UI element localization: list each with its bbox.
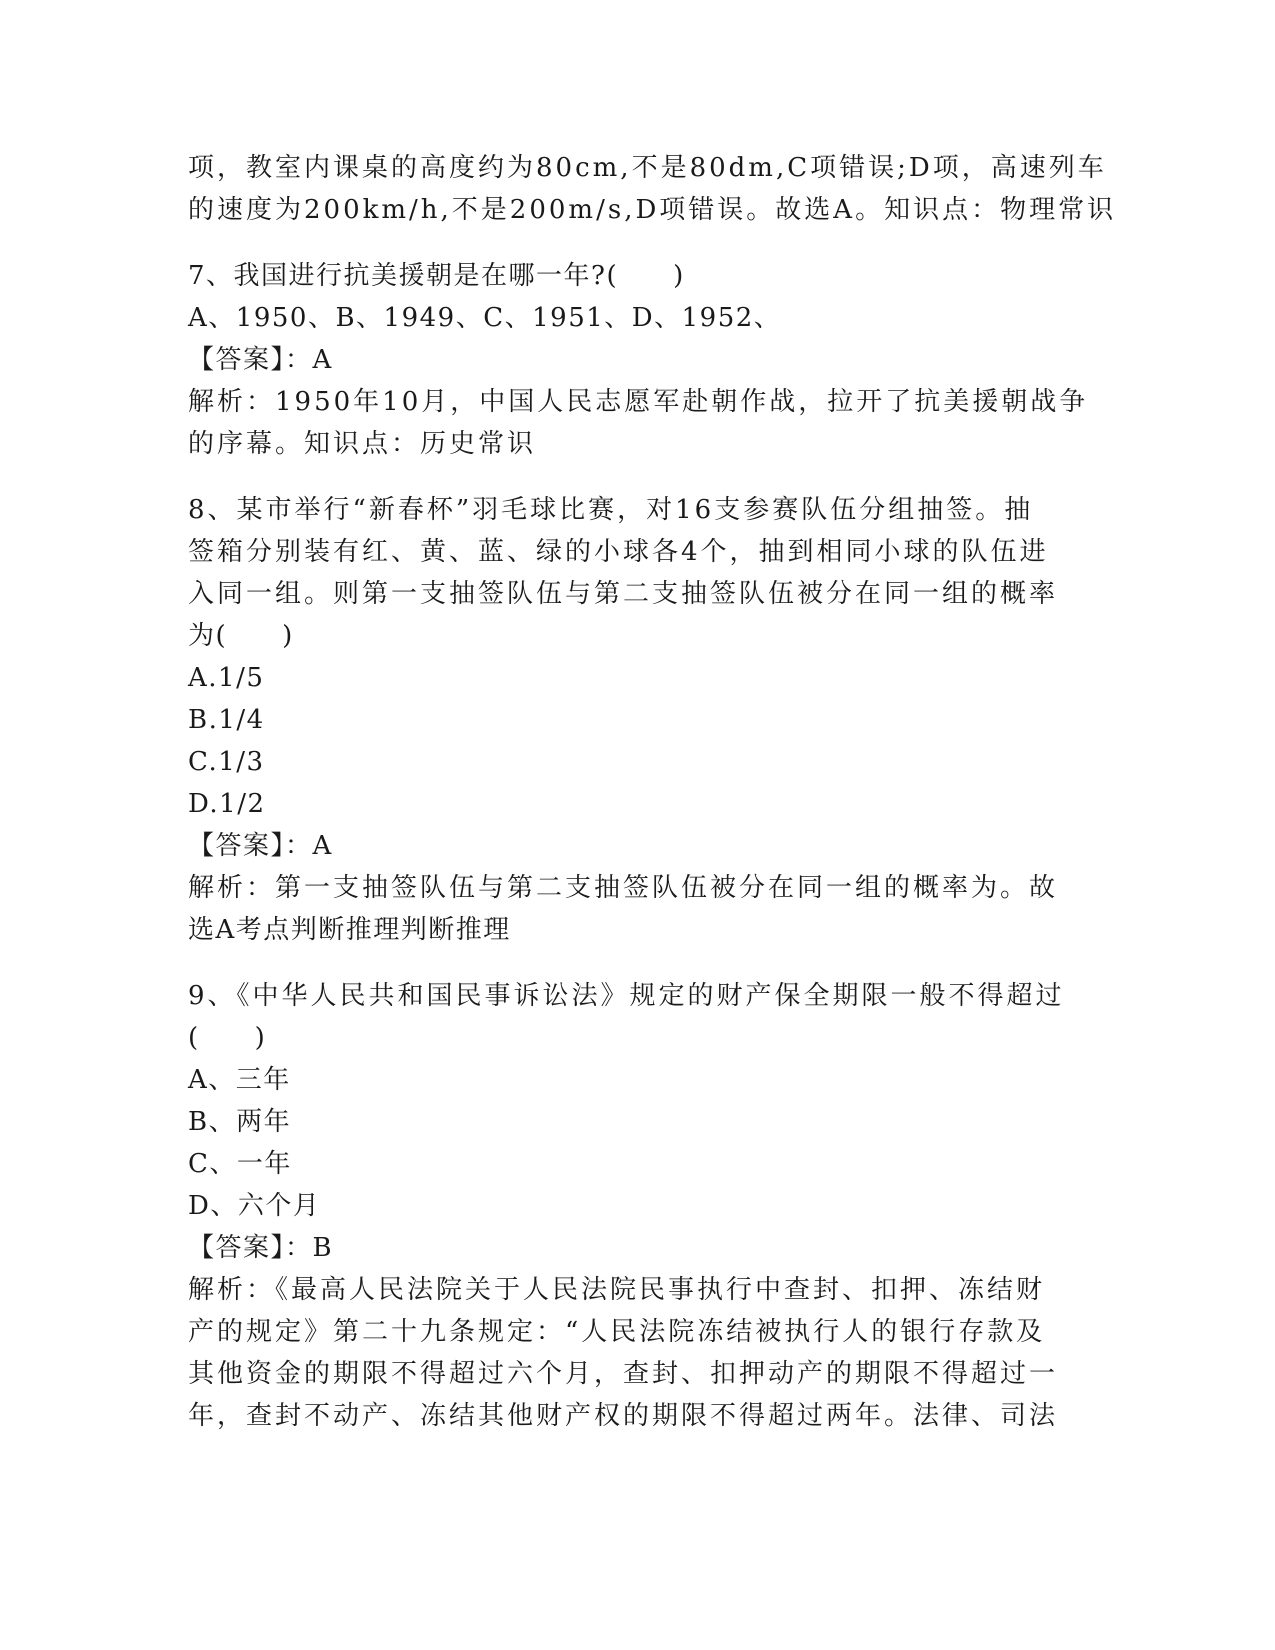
q8-option-b: B.1/4 xyxy=(188,705,265,735)
q9-explanation-line-3: 其他资金的期限不得超过六个月，查封、扣押动产的期限不得超过一 xyxy=(188,1359,1059,1389)
q8-question-line-3: 入同一组。则第一支抽签队伍与第二支抽签队伍被分在同一组的概率 xyxy=(188,579,1059,609)
q9-option-b: B、两年 xyxy=(188,1107,292,1137)
q9-explanation-line-2: 产的规定》第二十九条规定：“人民法院冻结被执行人的银行存款及 xyxy=(188,1317,1046,1347)
q9-option-d: D、六个月 xyxy=(188,1191,321,1221)
q8-option-d: D.1/2 xyxy=(188,789,266,819)
q9-question-line-2: ( ) xyxy=(188,1023,267,1053)
q7-explanation-line-1: 解析：1950年10月，中国人民志愿军赴朝作战，拉开了抗美援朝战争 xyxy=(188,387,1089,417)
q7-answer: 【答案】：A xyxy=(188,345,333,375)
q8-question-line-1: 8、某市举行“新春杯”羽毛球比赛，对16支参赛队伍分组抽签。抽 xyxy=(188,495,1034,525)
q8-question-line-4: 为( ) xyxy=(188,621,294,651)
q9-answer: 【答案】：B xyxy=(188,1233,334,1263)
q9-explanation-line-4: 年，查封不动产、冻结其他财产权的期限不得超过两年。法律、司法 xyxy=(188,1401,1059,1431)
q7-options: A、1950、B、1949、C、1951、D、1952、 xyxy=(188,303,782,333)
q8-answer: 【答案】：A xyxy=(188,831,333,861)
q8-explanation-line-2: 选A考点判断推理判断推理 xyxy=(188,915,511,945)
q9-explanation-line-1: 解析：《最高人民法院关于人民法院民事执行中查封、扣押、冻结财 xyxy=(188,1275,1046,1305)
q9-option-c: C、一年 xyxy=(188,1149,292,1179)
q7-question: 7、我国进行抗美援朝是在哪一年?( ) xyxy=(188,261,685,291)
q8-explanation-line-1: 解析：第一支抽签队伍与第二支抽签队伍被分在同一组的概率为。故 xyxy=(188,873,1059,903)
q9-option-a: A、三年 xyxy=(188,1065,291,1095)
q8-option-a: A.1/5 xyxy=(188,663,265,693)
q9-question-line-1: 9、《中华人民共和国民事诉讼法》规定的财产保全期限一般不得超过 xyxy=(188,981,1065,1011)
q8-question-line-2: 签箱分别装有红、黄、蓝、绿的小球各4个，抽到相同小球的队伍进 xyxy=(188,537,1049,567)
prev-explanation-line-2: 的速度为200km/h,不是200m/s,D项错误。故选A。知识点：物理常识 xyxy=(188,195,1117,225)
q7-explanation-line-2: 的序幕。知识点：历史常识 xyxy=(188,429,537,459)
q8-option-c: C.1/3 xyxy=(188,747,265,777)
prev-explanation-line-1: 项，教室内课桌的高度约为80cm,不是80dm,C项错误;D项，高速列车 xyxy=(188,153,1107,183)
